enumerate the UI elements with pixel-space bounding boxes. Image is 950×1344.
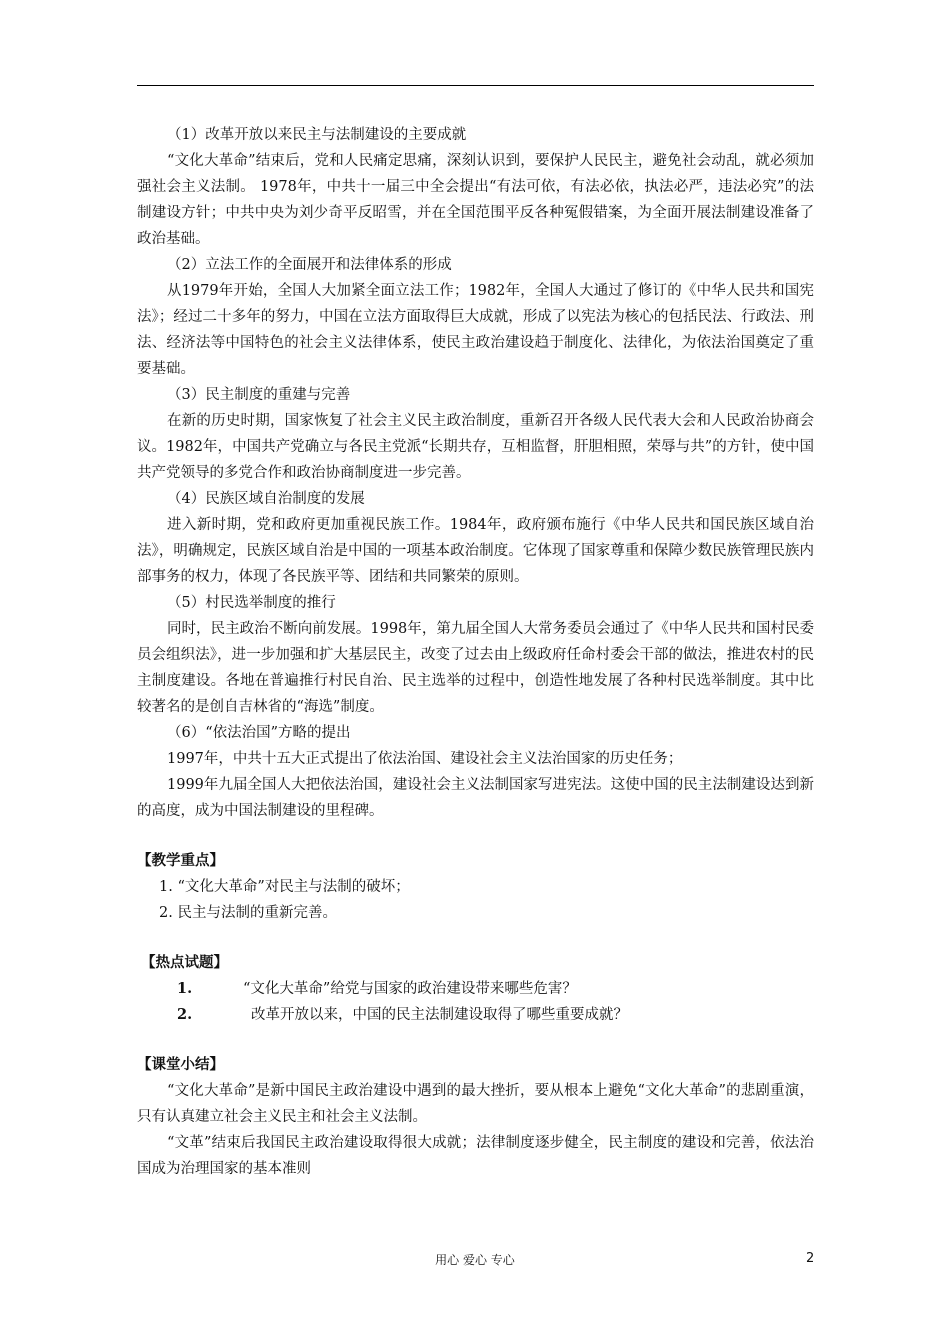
key-points-title: 【教学重点】	[137, 852, 224, 869]
key-point-item: 1. “文化大革命”对民主与法制的破坏；	[159, 879, 410, 895]
section-body-5: 同时，民主政治不断向前发展。1998年，第九届全国人大常务委员会通过了《中华人民共和国村民委员会组织法》，进一步加强和扩大基层民主，改变了过去由上级政府任命村委会干部的做法，推进农村的民主制度建设。各地在普遍推行村民自治、民主选举的过程中，创造性地发展了各种村民选举制度。其中比较著名的是创自吉林省的“海选”制度。	[137, 621, 814, 715]
footer-slogan: 用心 爱心 专心	[435, 1253, 515, 1267]
section-heading-2: （2）立法工作的全面展开和法律体系的形成	[167, 257, 452, 273]
section-body-2: 从1979年开始，全国人大加紧全面立法工作；1982年，全国人大通过了修订的《中华人民共和国宪法》；经过二十多年的努力，中国在立法方面取得巨大成就，形成了以宪法为核心的包括民法、行政法、刑法、经济法等中国特色的社会主义法律体系，使民主政治建设趋于制度化、法律化，为依法治国奠定了重要基础。	[137, 283, 814, 377]
header-rule	[137, 85, 814, 86]
hot-questions-title: 【热点试题】	[141, 954, 228, 971]
section-heading-5: （5）村民选举制度的推行	[167, 595, 336, 611]
question-number: 2.	[177, 1006, 193, 1023]
section-body-4: 进入新时期，党和政府更加重视民族工作。1984年，政府颁布施行《中华人民共和国民族区域自治法》，明确规定，民族区域自治是中国的一项基本政治制度。它体现了国家尊重和保障少数民族管理民族内部事务的权力，体现了各民族平等、团结和共同繁荣的原则。	[137, 517, 814, 585]
section-heading-1: （1）改革开放以来民主与法制建设的主要成就	[167, 127, 467, 143]
hot-question-item	[137, 1002, 814, 1028]
hot-question-item	[137, 976, 814, 1002]
summary-paragraph: “文革”结束后我国民主政治建设取得很大成就；法律制度逐步健全，民主制度的建设和完善，依法治国成为治理国家的基本准则	[137, 1135, 814, 1177]
section-heading-4: （4）民族区域自治制度的发展	[167, 491, 365, 507]
section-body-6a: 1997年，中共十五大正式提出了依法治国、建设社会主义法治国家的历史任务；	[167, 751, 683, 767]
summary-paragraph: “文化大革命”是新中国民主政治建设中遇到的最大挫折，要从根本上避免“文化大革命”的悲剧重演，只有认真建立社会主义民主和社会主义法制。	[137, 1083, 814, 1125]
key-point-item: 2. 民主与法制的重新完善。	[159, 905, 337, 921]
section-body-1: “文化大革命”结束后，党和人民痛定思痛，深刻认识到，要保护人民民主，避免社会动乱，就必须加强社会主义法制。 1978年，中共十一届三中全会提出“有法可依，有法必依，执法必严，违法必究”的法制建设方针；中共中央为刘少奇平反昭雪，并在全国范围平反各种冤假错案，为全面开展法制建设准备了政治基础。	[137, 153, 814, 247]
question-number: 1.	[177, 980, 193, 997]
section-heading-6: （6）“依法治国”方略的提出	[167, 725, 351, 741]
section-heading-3: （3）民主制度的重建与完善	[167, 387, 351, 403]
summary-title: 【课堂小结】	[137, 1056, 224, 1073]
section-body-3: 在新的历史时期，国家恢复了社会主义民主政治制度，重新召开各级人民代表大会和人民政治协商会议。1982年，中国共产党确立与各民主党派“长期共存，互相监督，肝胆相照，荣辱与共”的方针，使中国共产党领导的多党合作和政治协商制度进一步完善。	[137, 413, 814, 481]
section-body-6b: 1999年九届全国人大把依法治国，建设社会主义法制国家写进宪法。这使中国的民主法制建设达到新的高度，成为中国法制建设的里程碑。	[137, 777, 814, 819]
question-text: 改革开放以来，中国的民主法制建设取得了哪些重要成就？	[251, 1007, 628, 1023]
document-body	[137, 122, 814, 1182]
question-text: “文化大革命”给党与国家的政治建设带来哪些危害？	[243, 981, 577, 997]
page-number: 2	[806, 1251, 815, 1266]
